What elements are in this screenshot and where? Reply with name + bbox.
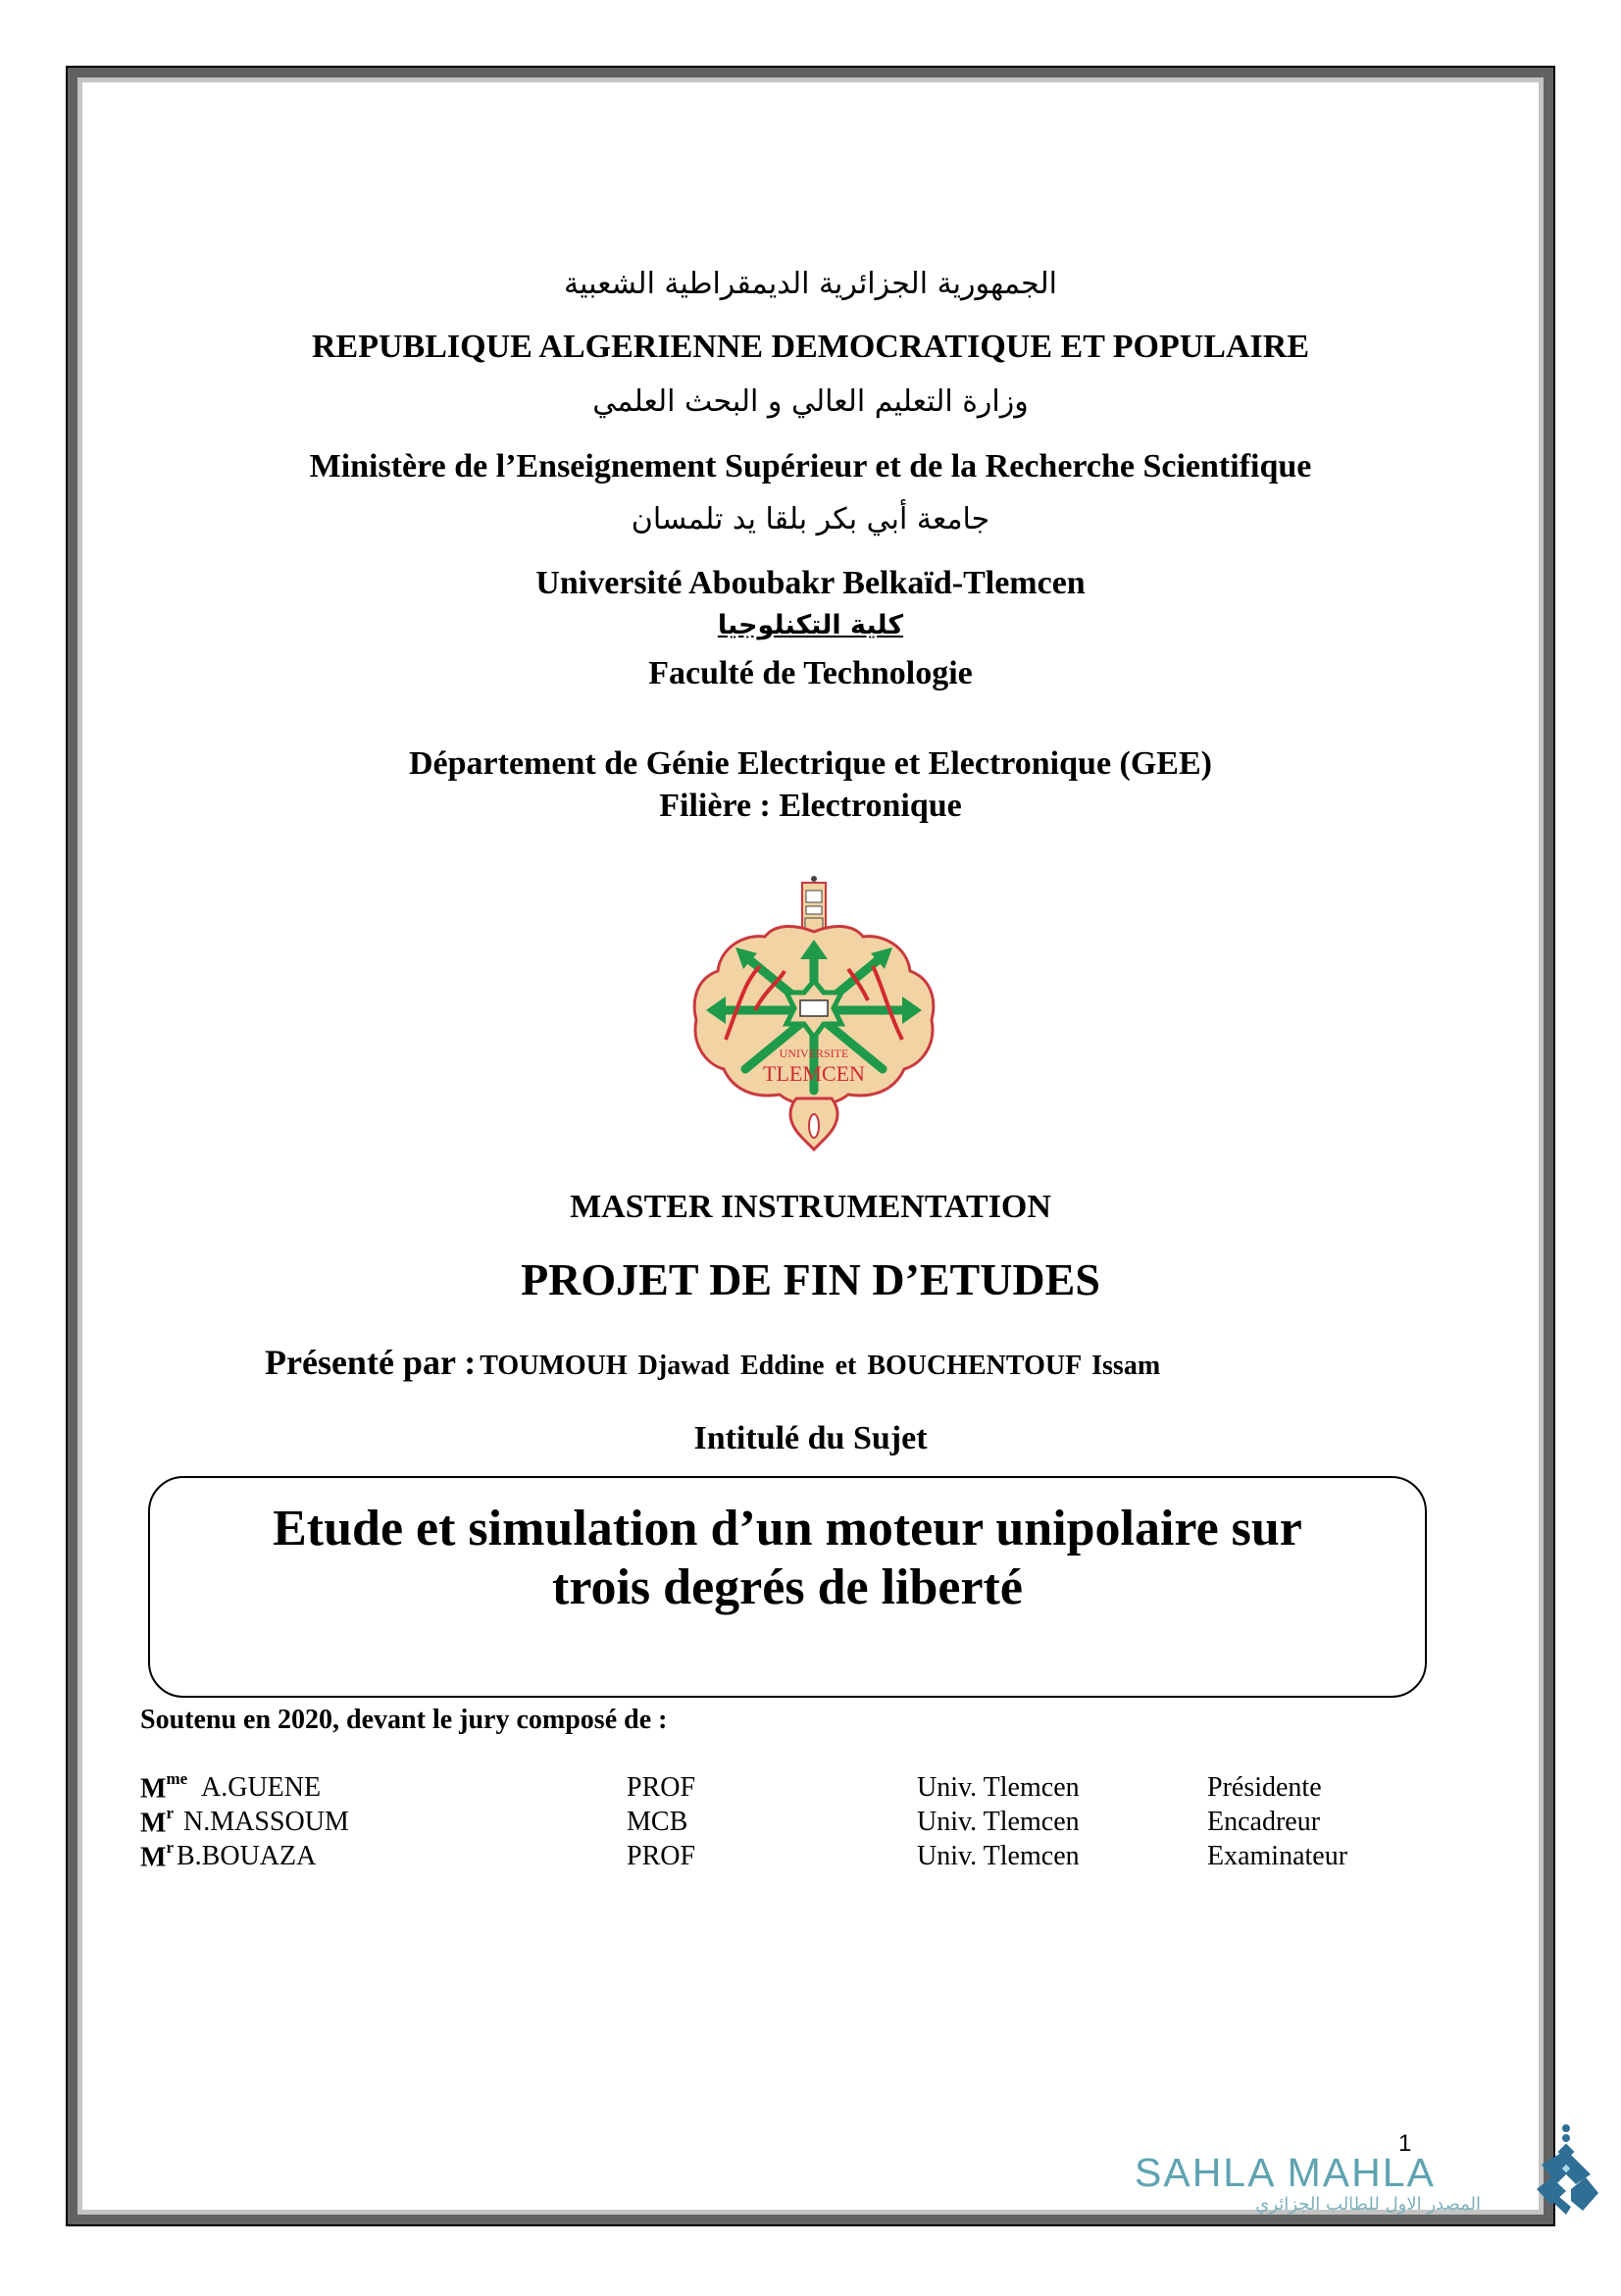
subject-label: Intitulé du Sujet xyxy=(693,1420,928,1456)
jury-name: B.BOUAZA xyxy=(177,1841,317,1871)
page-number: 1 xyxy=(1398,2130,1412,2157)
jury-institution: Univ. Tlemcen xyxy=(917,1841,1080,1871)
jury-grade: PROF xyxy=(627,1772,696,1803)
field-of-study: Filière : Electronique xyxy=(659,788,962,824)
sahla-mahla-watermark xyxy=(1133,2150,1545,2233)
jury-role: Examinateur xyxy=(1207,1841,1348,1871)
jury-title: $M^r$ xyxy=(140,1804,174,1839)
ministry-french: Ministère de l’Enseignement Supérieur et de la Recherche Scientifique xyxy=(309,448,1312,485)
jury-role: Encadreur xyxy=(1207,1807,1321,1837)
jury-grade: MCB xyxy=(627,1807,688,1837)
document-type: PROJET DE FIN D’ETUDES xyxy=(521,1254,1100,1304)
jury-institution: Univ. Tlemcen xyxy=(917,1807,1080,1837)
jury-name: A.GUENE xyxy=(201,1772,322,1803)
university-arabic: جامعة أبي بكر بلقا يد تلمسان xyxy=(631,502,990,536)
subject-title-box xyxy=(148,1476,1427,1698)
jury-role: Présidente xyxy=(1207,1772,1322,1803)
jury-title: $M^r$ xyxy=(140,1838,174,1873)
jury-grade: PROF xyxy=(627,1841,696,1871)
watermark-subtitle: المصدر الاول للطالب الجزائري xyxy=(1255,2194,1481,2215)
subject-title-line-1: Etude et simulation d’un moteur unipolaire sur xyxy=(273,1501,1302,1556)
watermark-title: SAHLA MAHLA xyxy=(1135,2150,1436,2195)
faculty-french: Faculté de Technologie xyxy=(648,655,973,691)
ministry-arabic: وزارة التعليم العالي و البحث العلمي xyxy=(592,384,1029,419)
jury-title: $M^{me}$ xyxy=(140,1769,188,1805)
university-logo xyxy=(686,863,941,1152)
jury-name: N.MASSOUM xyxy=(183,1807,349,1837)
presented-by xyxy=(265,1342,1160,1383)
svg-text:TLEMCEN: TLEMCEN xyxy=(763,1061,865,1086)
defense-statement: Soutenu en 2020, devant le jury composé de : xyxy=(140,1705,668,1735)
program-name: MASTER INSTRUMENTATION xyxy=(570,1189,1051,1225)
republic-french: REPUBLIQUE ALGERIENNE DEMOCRATIQUE ET POPULAIRE xyxy=(311,329,1309,365)
department: Département de Génie Electrique et Electronique (GEE) xyxy=(409,745,1212,782)
university-french: Université Aboubakr Belkaïd-Tlemcen xyxy=(535,565,1086,601)
republic-arabic: الجمهورية الجزائرية الديمقراطية الشعبية xyxy=(564,267,1057,301)
presented-by-label: Présenté par : xyxy=(265,1343,477,1382)
sahla-mahla-logo-icon xyxy=(1532,2120,1600,2219)
presented-by-names: TOUMOUH Djawad Eddine et BOUCHENTOUF Issam xyxy=(480,1351,1161,1381)
jury-institution: Univ. Tlemcen xyxy=(917,1772,1080,1803)
svg-text:UNIVERSITE: UNIVERSITE xyxy=(779,1046,849,1060)
university-emblem-icon xyxy=(686,863,941,1152)
faculty-arabic: كلية التكنلوجيا xyxy=(717,610,904,640)
subject-title-line-2: trois degrés de liberté xyxy=(552,1559,1023,1615)
